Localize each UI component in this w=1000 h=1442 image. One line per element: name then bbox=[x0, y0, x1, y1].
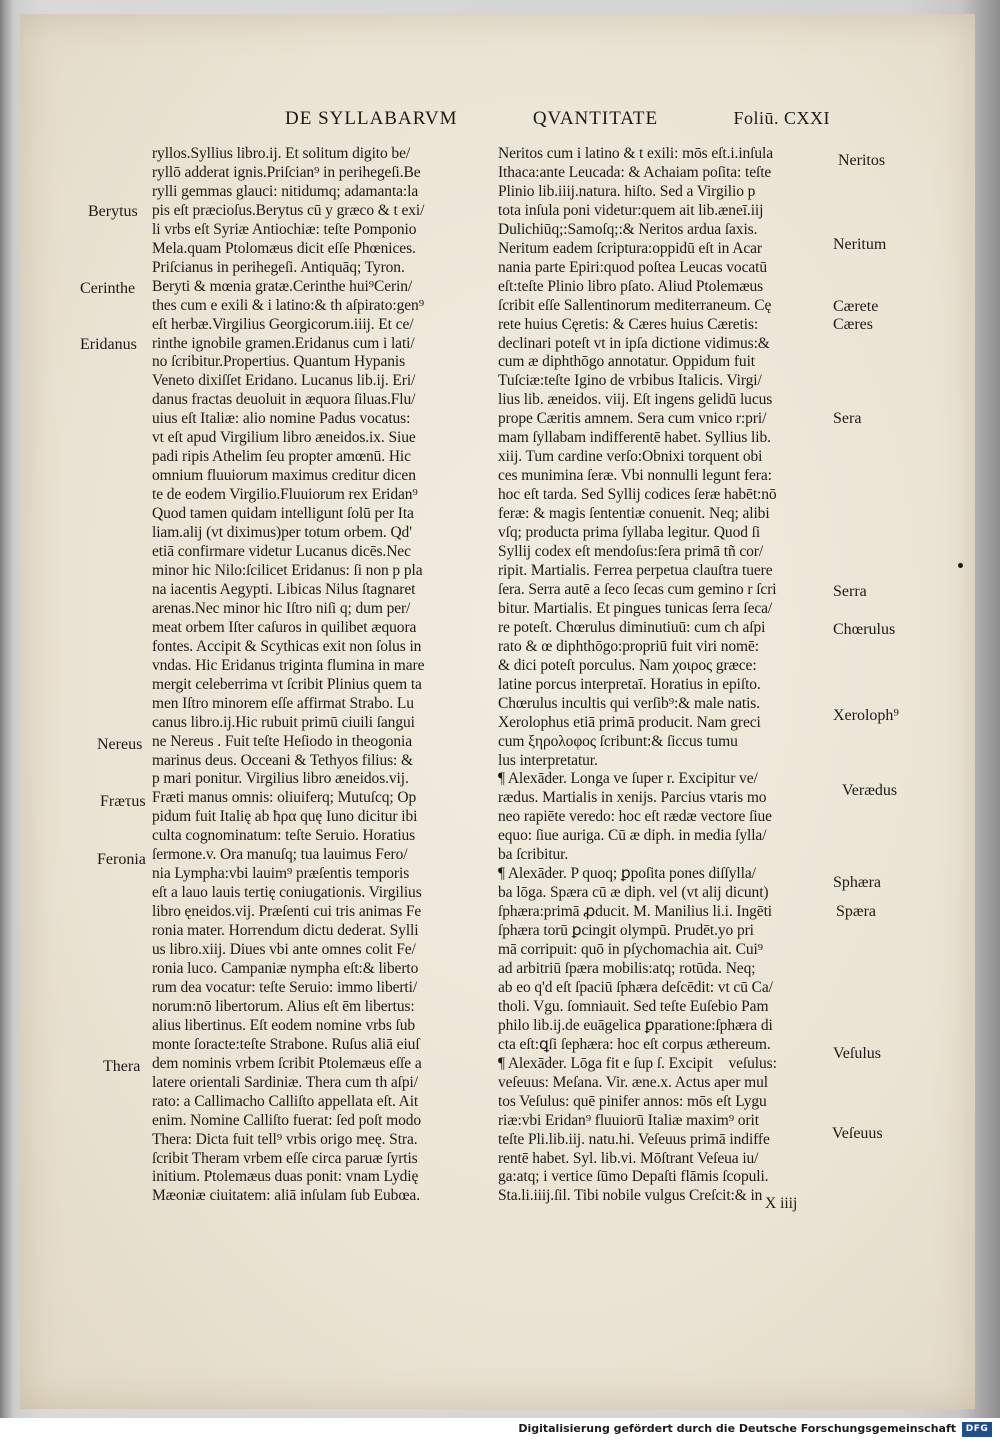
text-line: tota inſula poni videtur:quem ait lib.æneī.iij bbox=[498, 201, 764, 219]
text-line: Quod tamen quidam intelligunt ſolū per Ita bbox=[152, 505, 414, 523]
text-line: vſq; producta prima ſyllaba legitur. Quod ſi bbox=[498, 524, 761, 542]
text-line: arenas.Nec minor hic Iſtro niſi q; dum per/ bbox=[152, 599, 411, 617]
text-line: teſte Pli.lib.iij. natu.hi. Veſeuus primā indiffe bbox=[498, 1130, 770, 1148]
text-line: hoc eſt tarda. Sed Syllij codices ſeræ habēt:nō bbox=[498, 486, 777, 504]
text-line: pidum fuit Italię ab ħρα quę Iuno dicitur ibi bbox=[152, 808, 418, 826]
left-text-column bbox=[152, 145, 492, 1206]
text-line: ab eo q'd eſt ſpaciū ſphæra deſcēdit: vt cū Ca/ bbox=[498, 978, 773, 996]
marginal-note: Neritum bbox=[833, 236, 887, 253]
text-line: ¶ Alexāder. Lōga fit e ſup ſ. Excipitᷣ veſulus: bbox=[498, 1054, 777, 1072]
text-line: fontes. Accipit & Scythicas exit non ſolus in bbox=[152, 637, 422, 655]
marginal-note: Fræτus bbox=[100, 793, 146, 810]
text-line: ba lōga. Spæra cū æ diph. vel (vt alij dicunt) bbox=[498, 884, 769, 902]
text-line: feræ: & magis ſententiæ conuenit. Neq; alibi bbox=[498, 505, 770, 523]
text-line: eſt herbæ.Virgilius Georgicorum.iiij. Et ce/ bbox=[152, 315, 414, 333]
text-line: xiij. Tum cardine verſo:Obnixi torquent obi bbox=[498, 448, 763, 466]
text-line: ne Nereus . Fuit teſte Heſiodo in theogonia bbox=[152, 732, 413, 750]
text-line: lius lib. æneidos. viij. Eſt ingens gelidū lucus bbox=[498, 391, 773, 409]
text-line: norum:nō libertorum. Alius eſt ēm libertus: bbox=[152, 997, 415, 1015]
right-text-column bbox=[498, 145, 830, 1206]
text-line: rete huius Cęretis: & Cæres huius Cæretis: bbox=[498, 315, 759, 333]
text-line: declinari poteſt vt in ipſa dictione vidimus:& bbox=[498, 334, 770, 352]
text-line: & dici poteſt porculus. Nam χοιρος græce: bbox=[498, 656, 757, 674]
text-line: ryllō adderat ignis.Priſcian⁹ in perihegeſi.Be bbox=[152, 163, 421, 181]
text-line: ronia mater. Horrendum dictu dederat. Sylli bbox=[152, 922, 419, 940]
text-line: Veneto dixiſſet Eridano. Lucanus lib.ij. Eri/ bbox=[152, 372, 416, 390]
text-line: ſphæra torū ꝑcingit olympū. Prudēt.yo pri bbox=[498, 922, 754, 940]
text-line: ripit. Martialis. Ferrea perpetua clauſtra tuere bbox=[498, 561, 773, 579]
text-line: liam.alij (vt diximus)per totum orbem. Qd' bbox=[152, 524, 412, 542]
text-line: Tuſciæ:teſte Igino de vrbibus Italicis. Virgi/ bbox=[498, 372, 762, 390]
text-line: monte ſoracte:teſte Strabone. Ruſus aliā eiuſ bbox=[152, 1035, 420, 1053]
text-line: p mari ponitur. Virgilius libro æneidos.vij. bbox=[152, 770, 409, 788]
marginal-note: Veſeuus bbox=[832, 1125, 883, 1142]
text-line: cta eſt:ꝗſi ſephæra: hoc eſt corpus æthereum. bbox=[498, 1035, 771, 1053]
text-line: us libro.xiij. Diues vbi ante omnes colit Fe/ bbox=[152, 941, 416, 959]
text-line: initium. Ptolemæus duas ponit: vnam Lydię bbox=[152, 1168, 419, 1186]
marginal-note: Neritos bbox=[838, 152, 886, 169]
text-line: Syllij codex eſt mendoſus:ſera primā tñ cor/ bbox=[498, 543, 764, 561]
text-line: vt eſt apud Virgilium libro æneidos.ix. Siue bbox=[152, 429, 416, 447]
running-title-center: QVANTITATE bbox=[532, 108, 659, 129]
dfg-logo: DFG bbox=[962, 1422, 992, 1437]
marginal-note: Feronia bbox=[97, 851, 146, 868]
text-line: Fræti manus omnis: oliuiferq; Mutuſcq; Op bbox=[152, 789, 417, 807]
text-line: ces munimina ſeræ. Vbi nonnulli legunt fera: bbox=[498, 467, 772, 485]
text-line: minor hic Nilo:ſcilicet Eridanus: ſi non p pla bbox=[152, 561, 423, 579]
text-line: enim. Nomine Calliſto fuerat: ſed poſt modo bbox=[152, 1111, 422, 1129]
text-line: dem nominis vrbem ſcribit Ptolemæus eſſe a bbox=[152, 1054, 422, 1072]
text-line: thes cum e exili & i latino:& th aſpirato:gen⁹ bbox=[152, 296, 424, 314]
text-line: Chœrulus incultis qui verſib⁹:& male natis. bbox=[498, 694, 760, 712]
text-line: Priſcianus in perihegeſi. Antiquāq; Tyron. bbox=[152, 258, 405, 276]
text-line: Sta.li.iiij.ſil. Tibi nobile vulgus Creſcit:& in bbox=[498, 1187, 763, 1205]
text-line: ſcribit Theram vrbem eſſe circa paruæ ſyrtis bbox=[152, 1149, 418, 1167]
text-line: latere orientali Sardiniæ. Thera cum th aſpi/ bbox=[152, 1073, 418, 1091]
text-line: nia Lympha:vbi lauim⁹ præſentis temporis bbox=[152, 865, 410, 883]
text-line: Mæoniæ ciuitatem: aliā inſulam ſub Eubœa. bbox=[152, 1187, 420, 1205]
text-line: marinus deus. Occeani & Tethyos filius: & bbox=[152, 751, 413, 769]
signature-mark: X iiij bbox=[765, 1195, 798, 1212]
text-line: men Iſtro minorem eſſe affirmat Strabo. Lu bbox=[152, 694, 414, 712]
ink-dot bbox=[958, 563, 963, 568]
text-line: Plinio lib.iiij.natura. hiſto. Sed a Virgilio p bbox=[498, 182, 756, 200]
footer-bar bbox=[0, 1418, 1000, 1442]
text-line: culta cognominatum: teſte Seruio. Horatius bbox=[152, 827, 416, 845]
text-line: no ſcribitur.Propertius. Quantum Hypanis bbox=[152, 353, 406, 371]
text-line: latine porcus interpretaī. Horatius in epiſto. bbox=[498, 675, 761, 693]
marginal-note: Spæra bbox=[836, 903, 876, 920]
text-line: bitur. Martialis. Et pingues tunicas ſerra ſeca/ bbox=[498, 599, 773, 617]
text-line: philo lib.ij.de euāgelica ꝑparatione:ſphæra di bbox=[498, 1016, 773, 1034]
marginal-note: Veſulus bbox=[833, 1045, 881, 1062]
marginal-note: Nereus bbox=[97, 736, 143, 753]
text-line: Thera: Dicta fuit tell⁹ vrbis origo meę. Stra. bbox=[152, 1130, 418, 1148]
text-line: rato: a Callimacho Calliſto appellata eſt. Ait bbox=[152, 1092, 419, 1110]
text-line: riæ:vbi Eridan⁹ fluuiorū Italiæ maxim⁹ oritᷣ bbox=[498, 1111, 771, 1129]
text-line: cum æ diphthōgo annotatur. Oppidum fuit bbox=[498, 353, 755, 371]
marginal-note: Eridanus bbox=[80, 336, 137, 353]
text-line: alius libertinus. Eſt eodem nomine vrbs ſub bbox=[152, 1016, 416, 1034]
text-line: rinthe ignobile gramen.Eridanus cum i lati/ bbox=[152, 334, 415, 352]
text-line: etiā confirmare videtur Lucanus dicēs.Nec bbox=[152, 543, 411, 561]
text-line: li vrbs eſt Syriæ Antiochiæ: teſte Pomponio bbox=[152, 220, 417, 238]
text-line: rato & œ diphthōgo:propriū fuit viri nomē: bbox=[498, 637, 759, 655]
footer-credit: Digitalisierung gefördert durch die Deutsche Forschungsgemeinschaft bbox=[518, 1422, 956, 1435]
text-line: te de eodem Virgilio.Fluuiorum rex Eridan⁹ bbox=[152, 486, 418, 504]
text-line: lus interpretatur. bbox=[498, 751, 598, 769]
marginal-note: Chœrulus bbox=[833, 621, 896, 638]
text-line: vndas. Hic Eridanus triginta flumina in mare bbox=[152, 656, 425, 674]
marginal-note: Xeroloph⁹ bbox=[833, 707, 900, 724]
marginal-note: Berytus bbox=[88, 203, 138, 220]
text-line: ſera. Serra autē a ſeco ſecas cum gemino r ſcri bbox=[498, 580, 777, 598]
marginal-note: Cærete bbox=[833, 298, 879, 315]
text-line: rædus. Martialis in xenijs. Parcius vtaris mo bbox=[498, 789, 767, 807]
text-line: ¶ Alexāder. Longa ve ſuper r. Excipitur ve/ bbox=[498, 770, 758, 788]
text-line: tholi. Vgu. ſomniauit. Sed teſte Euſebio Pam bbox=[498, 997, 769, 1015]
marginal-note: Cerinthe bbox=[80, 280, 136, 297]
text-line: rentē habet. Syl. lib.vi. Mōſtrant Veſeua iu/ bbox=[498, 1149, 759, 1167]
text-line: prope Cæritis amnem. Sera cum vnico r:pri/ bbox=[498, 410, 767, 428]
text-line: Xerolophus etiā primā producit. Nam greci bbox=[498, 713, 761, 731]
text-line: Neritum eadem ſcriptura:oppidū eſt in Acar bbox=[498, 239, 762, 257]
marginal-note: Cæres bbox=[833, 316, 873, 333]
folio-number: Foliū. CXXI bbox=[733, 108, 830, 128]
text-line: neo rapiēte veredo: hoc eſt rædæ vectore ſiue bbox=[498, 808, 772, 826]
text-line: mergit celeberrima vt ſcribit Plinius quem ta bbox=[152, 675, 422, 693]
text-line: canus libro.ij.Hic rubuit primū ciuili ſangui bbox=[152, 713, 415, 731]
marginal-note: Thera bbox=[103, 1058, 141, 1075]
marginal-note: Sera bbox=[833, 410, 862, 427]
text-line: omnium fluuiorum maximus creditur dicen bbox=[152, 467, 416, 485]
marginal-note: Verædus bbox=[842, 782, 898, 799]
text-line: equo: ſiue auriga. Cū æ diph. in media ſylla/ bbox=[498, 827, 767, 845]
text-line: rum dea vocatur: teſte Seruio: immo liberti/ bbox=[152, 978, 418, 996]
text-line: uius eſt Italiæ: alio nomine Padus vocatus: bbox=[152, 410, 411, 428]
text-line: rylli gemmas glauci: nitidumq; adamanta:la bbox=[152, 182, 419, 200]
text-line: Neritos cum i latino & t exili: mōs eſt.i.inſula bbox=[498, 145, 774, 162]
text-line: pis eſt præcioſus.Berytus cū y græco & t exi/ bbox=[152, 201, 425, 219]
text-line: na iacentis Aegypti. Libicas Nilus ſtagnaret bbox=[152, 580, 416, 598]
text-line: nania parte Epiri:quod poſtea Leucas vocatū bbox=[498, 258, 767, 276]
running-title bbox=[285, 108, 830, 130]
text-line: cum ξηρολοφος ſcribunt:& ſiccus tumu bbox=[498, 732, 738, 750]
text-line: re poteſt. Chœrulus diminutiuū: cum ch aſpi bbox=[498, 618, 766, 636]
text-line: ad arbitriū ſpæra mobilis:atq; rotūda. Neq; bbox=[498, 959, 756, 977]
text-line: ſcribit eſſe Sallentinorum mediterraneum. Cę bbox=[498, 296, 772, 314]
running-title-left: DE SYLLABARVM bbox=[285, 108, 458, 129]
text-line: libro ęneidos.vij. Præſenti cui tris animas Fe bbox=[152, 903, 422, 921]
text-line: mam ſyllabam indifferentē habet. Syllius lib. bbox=[498, 429, 771, 447]
text-line: ſermone.v. Ora manuſq; tua lauimus Fero/ bbox=[152, 846, 408, 864]
marginal-note: Sphæra bbox=[833, 874, 881, 891]
text-line: veſeuus: Meſana. Vir. æne.x. Actus aper mul bbox=[498, 1073, 768, 1091]
text-line: Beryti & mœnia gratæ.Cerinthe hui⁹Cerin/ bbox=[152, 277, 413, 295]
text-line: Ithaca:ante Leucada: & Achaiam poſita: teſte bbox=[498, 163, 772, 181]
text-line: Mela.quam Ptolomæus dicit eſſe Phœnices. bbox=[152, 239, 416, 257]
text-line: ga:atq; i vertice ſūmo Depaſti flāmis ſcopuli. bbox=[498, 1168, 769, 1186]
text-line: ryllos.Syllius libro.ij. Et solitum digito be/ bbox=[152, 145, 411, 162]
text-line: padi ripis Athelim ſeu propter amœnū. Hic bbox=[152, 448, 411, 466]
text-line: mā corripuit: quō in pſychomachia ait. Cui⁹ bbox=[498, 941, 763, 959]
text-line: Dulichiūq;:Samoſq;:& Neritos ardua ſaxis. bbox=[498, 220, 758, 238]
text-line: meat orbem Iſter caſuros in quilibet æquora bbox=[152, 618, 417, 636]
text-line: eſt:teſte Plinio libro pſato. Aliud Ptolemæus bbox=[498, 277, 764, 295]
text-line: ¶ Alexāder. P quoq; ꝑpoſita pones diſſylla/ bbox=[498, 865, 756, 883]
text-line: ſphæra:primā ꝓducit. M. Manilius li.i. Ingēti bbox=[498, 903, 772, 921]
text-line: eſt a lauo lauis tertię coniugationis. Virgilius bbox=[152, 884, 422, 902]
text-line: tos Veſulus: quē pinifer annos: mōs eſt Lygu bbox=[498, 1092, 767, 1110]
text-line: ba ſcribitur. bbox=[498, 846, 569, 864]
marginal-note: Serra bbox=[833, 583, 867, 600]
text-line: danus fractas deuoluit in æquora ſiluas.Flu/ bbox=[152, 391, 416, 409]
text-line: ronia luco. Campaniæ nympha eſt:& liberto bbox=[152, 959, 419, 977]
